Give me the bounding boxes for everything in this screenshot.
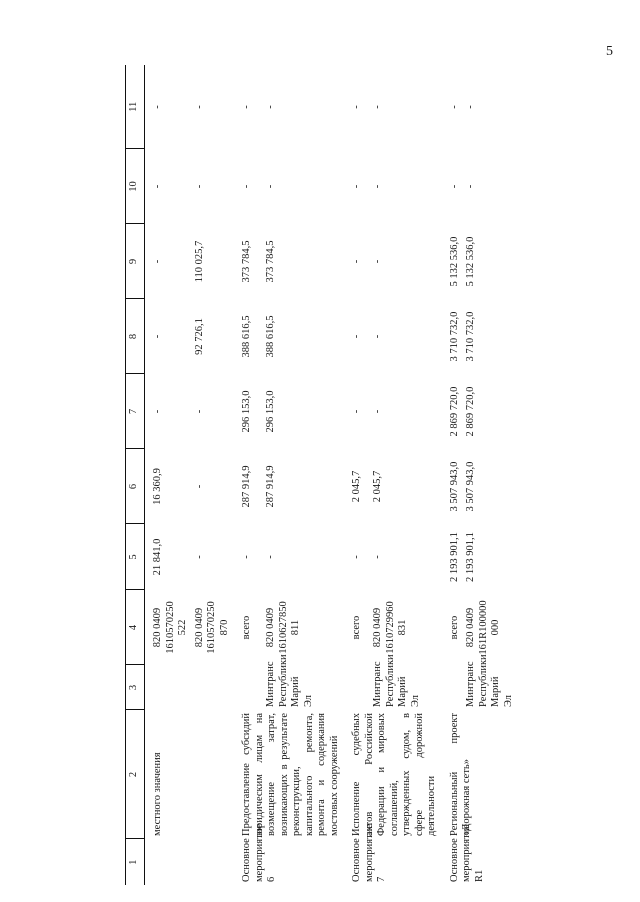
value-cell: 373 784,5 xyxy=(241,240,252,283)
budget-code-cell: 820 0409 1610627850 811 xyxy=(265,601,302,654)
value-cell: - xyxy=(351,555,362,559)
value-cell: 2 869 720,0 xyxy=(448,386,460,437)
value-cell: 388 616,5 xyxy=(265,315,277,358)
value-cell: - xyxy=(351,409,362,414)
header-cell: 10 xyxy=(126,149,145,224)
budget-code-cell: всего xyxy=(448,615,460,640)
measure-cell: Основное мероприятие R1 xyxy=(448,824,485,882)
page-number: 5 xyxy=(606,44,613,59)
value-cell: - xyxy=(351,105,362,109)
value-cell: 3 710 732,0 xyxy=(448,311,460,362)
description-cell xyxy=(193,710,235,839)
value-cell: 388 616,5 xyxy=(241,315,252,358)
header-cell: 6 xyxy=(126,449,145,524)
value-cell: 110 025,7 xyxy=(193,240,205,283)
value-cell: 296 153,0 xyxy=(265,390,277,433)
value-cell: - xyxy=(193,484,205,489)
value-cell: - xyxy=(372,105,384,109)
measure-cell: Основное мероприятие 7 xyxy=(351,824,387,882)
table-row xyxy=(193,65,235,885)
description-cell: Исполнение судебных актов Российской Федерации и мировых соглашений, утвержденных судом, в сфере дорожной деятельности xyxy=(351,713,437,836)
executor-cell: Минтранс Республики Марий Эл xyxy=(372,654,421,707)
value-cell: 21 841,0 xyxy=(152,538,163,576)
value-cell: 5 132 536,0 xyxy=(465,236,476,287)
header-cell: 11 xyxy=(126,65,145,149)
executor-cell: Минтранс Республики Марий Эл xyxy=(265,654,314,707)
executor-cell xyxy=(193,665,235,710)
value-cell: - xyxy=(351,184,362,189)
budget-table xyxy=(125,65,518,885)
header-cell: 1 xyxy=(126,839,145,885)
description-cell: Региональный проект «Дорожная сеть» xyxy=(448,713,472,836)
executor-cell: Минтранс Республики Марий Эл xyxy=(465,654,514,707)
header-cell: 4 xyxy=(126,590,145,665)
description-cell: Предоставление субсидий юридическим лицам на возмещение затрат, возникающих в результате реконструкции, капитального ремонта, ремонта и содержания мостовых сооружений xyxy=(241,713,340,836)
value-cell: 2 193 901,1 xyxy=(465,532,476,582)
value-cell: 3 507 943,0 xyxy=(465,461,476,512)
value-cell: - xyxy=(241,105,252,109)
value-cell: - xyxy=(372,259,384,264)
executor-cell xyxy=(350,665,371,710)
value-cell: - xyxy=(265,555,277,559)
header-cell: 9 xyxy=(126,224,145,299)
value-cell: 2 045,7 xyxy=(351,470,362,503)
value-cell: 2 045,7 xyxy=(372,470,384,503)
value-cell: - xyxy=(265,105,277,109)
value-cell: 3 710 732,0 xyxy=(465,311,476,362)
measure-cell xyxy=(151,839,193,885)
value-cell: 3 507 943,0 xyxy=(448,461,460,512)
budget-code-cell: всего xyxy=(351,615,362,640)
header-cell: 5 xyxy=(126,524,145,590)
budget-code-cell: всего xyxy=(241,615,252,640)
budget-code-cell: 820 0409 1610570250 870 xyxy=(193,601,230,654)
value-cell: - xyxy=(465,184,476,189)
table-header-row xyxy=(126,65,145,885)
value-cell: - xyxy=(152,259,163,264)
value-cell: - xyxy=(351,334,362,339)
value-cell: - xyxy=(351,259,362,264)
value-cell: 5 132 536,0 xyxy=(448,236,460,287)
value-cell: - xyxy=(193,409,205,414)
value-cell: - xyxy=(241,555,252,559)
header-cell: 7 xyxy=(126,374,145,449)
table-row xyxy=(240,65,264,885)
value-cell: - xyxy=(372,409,384,414)
value-cell: - xyxy=(152,105,163,109)
header-cell: 3 xyxy=(126,665,145,710)
value-cell: - xyxy=(193,105,205,109)
value-cell: - xyxy=(448,105,460,109)
table-row xyxy=(151,65,193,885)
value-cell: - xyxy=(152,409,163,414)
value-cell: - xyxy=(372,184,384,189)
header-cell: 2 xyxy=(126,710,145,839)
value-cell: - xyxy=(193,184,205,189)
value-cell: 92 726,1 xyxy=(193,318,205,355)
value-cell: - xyxy=(241,184,252,189)
value-cell: - xyxy=(152,184,163,189)
value-cell: - xyxy=(448,184,460,189)
table-row xyxy=(448,65,465,885)
measure-cell xyxy=(193,839,235,885)
budget-code-cell: 820 0409 1610570250 522 xyxy=(152,601,188,654)
value-cell: - xyxy=(372,334,384,339)
table-row xyxy=(350,65,371,885)
description-cell: местного значения xyxy=(152,752,163,836)
rotated-table-container xyxy=(125,85,640,885)
executor-cell xyxy=(240,665,264,710)
header-cell: 8 xyxy=(126,299,145,374)
value-cell: - xyxy=(193,555,205,559)
value-cell: - xyxy=(372,555,384,559)
value-cell: 287 914,9 xyxy=(241,465,252,508)
value-cell: 296 153,0 xyxy=(241,390,252,433)
value-cell: - xyxy=(265,184,277,189)
value-cell: - xyxy=(152,334,163,339)
value-cell: 2 869 720,0 xyxy=(465,386,476,437)
value-cell: 16 360,9 xyxy=(152,468,163,505)
value-cell: 373 784,5 xyxy=(265,240,277,283)
value-cell: 2 193 901,1 xyxy=(448,532,460,582)
executor-cell xyxy=(151,665,193,710)
value-cell: 287 914,9 xyxy=(265,465,277,508)
value-cell: - xyxy=(465,105,476,109)
budget-code-cell: 820 0409 1610729960 831 xyxy=(372,601,409,654)
executor-cell xyxy=(448,665,465,710)
budget-code-cell: 820 0409 161R100000 000 xyxy=(465,600,501,655)
measure-cell: Основное мероприятие 6 xyxy=(241,824,277,882)
